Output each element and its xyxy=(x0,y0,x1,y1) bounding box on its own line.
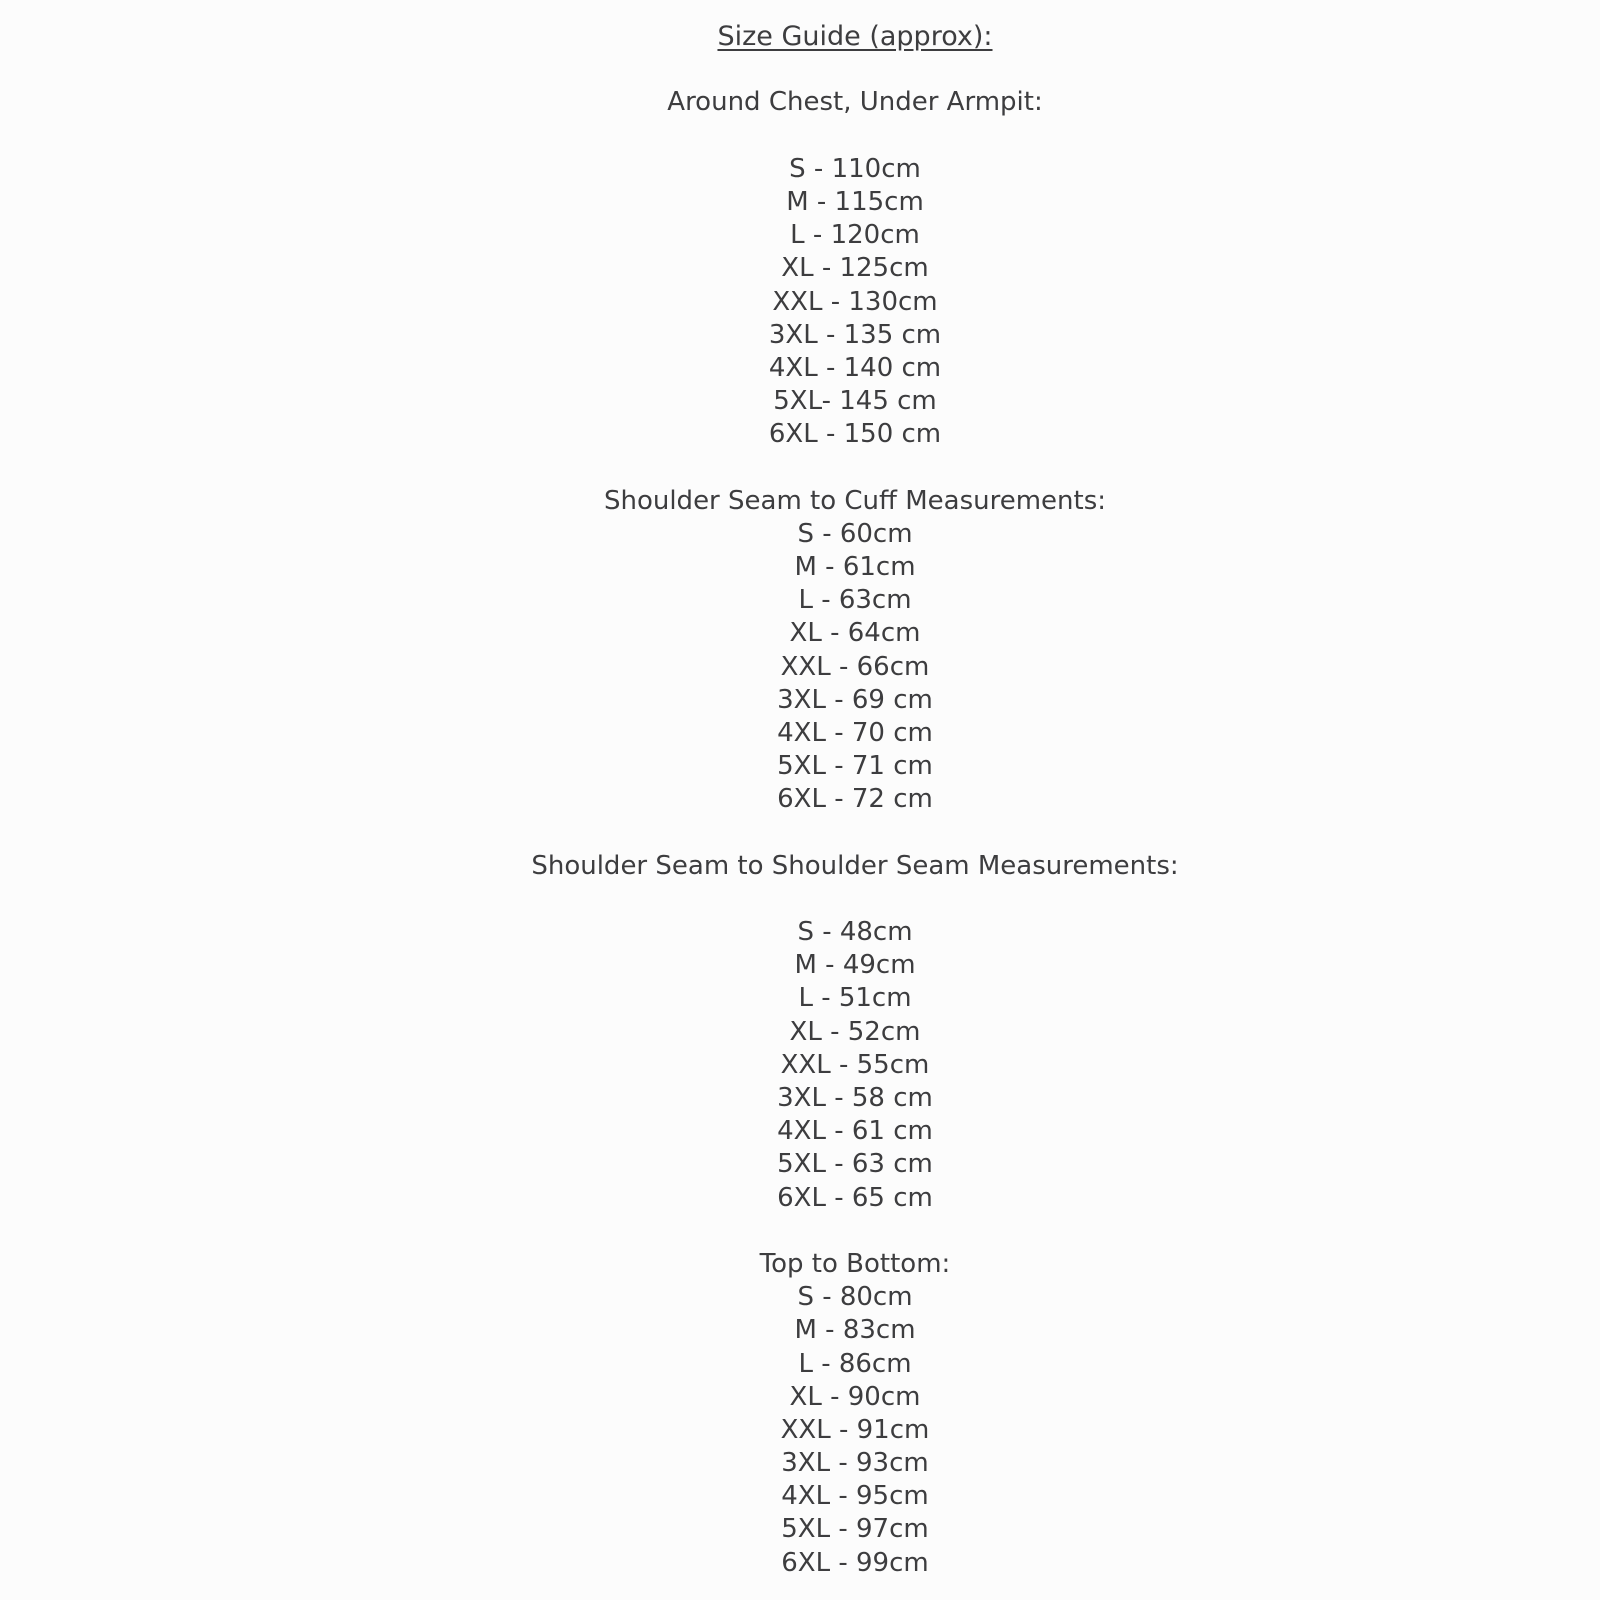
size-row: S - 48cm xyxy=(797,917,913,948)
size-row: S - 80cm xyxy=(797,1282,913,1313)
spacer xyxy=(110,883,1600,916)
section-top-to-bottom xyxy=(110,1248,1600,1580)
section-shoulder-to-shoulder xyxy=(110,850,1600,1215)
section-shoulder-to-cuff xyxy=(110,485,1600,817)
size-row: M - 83cm xyxy=(794,1315,916,1346)
size-row: XL - 90cm xyxy=(789,1381,921,1412)
size-row: M - 61cm xyxy=(794,552,916,582)
page-title: Size Guide (approx): xyxy=(717,21,993,52)
section-heading-top-to-bottom: Top to Bottom: xyxy=(759,1248,951,1279)
size-row: XXL - 91cm xyxy=(780,1414,930,1445)
size-row: 3XL - 58 cm xyxy=(777,1083,933,1113)
size-row: 6XL - 150 cm xyxy=(768,419,942,450)
size-row: 5XL- 145 cm xyxy=(773,386,937,417)
size-row: XXL - 55cm xyxy=(780,1049,930,1080)
size-row: XXL - 130cm xyxy=(772,286,938,317)
size-row: 3XL - 69 cm xyxy=(777,684,933,715)
size-row: 3XL - 93cm xyxy=(781,1448,929,1479)
size-row: L - 51cm xyxy=(798,983,912,1014)
spacer xyxy=(110,1215,1600,1248)
size-row: L - 86cm xyxy=(798,1348,912,1379)
size-row: 4XL - 61 cm xyxy=(777,1116,933,1147)
spacer xyxy=(110,451,1600,484)
size-row: S - 60cm xyxy=(797,518,913,549)
section-heading-shoulder-to-shoulder: Shoulder Seam to Shoulder Seam Measurements: xyxy=(531,850,1179,881)
size-row: M - 49cm xyxy=(794,950,916,981)
size-row: 5XL - 97cm xyxy=(781,1514,929,1545)
size-row: L - 63cm xyxy=(798,585,912,616)
size-row: 6XL - 99cm xyxy=(781,1547,929,1578)
size-row: 4XL - 140 cm xyxy=(768,352,942,383)
spacer xyxy=(110,120,1600,153)
size-row: 4XL - 95cm xyxy=(781,1481,929,1512)
size-row: L - 120cm xyxy=(790,220,920,251)
size-row: S - 110cm xyxy=(789,153,921,184)
size-guide-content xyxy=(110,20,1600,1580)
size-row: 5XL - 63 cm xyxy=(777,1149,933,1180)
section-heading-shoulder-to-cuff: Shoulder Seam to Cuff Measurements: xyxy=(603,485,1107,516)
size-row: XXL - 66cm xyxy=(780,651,930,682)
size-row: 5XL - 71 cm xyxy=(777,751,933,782)
size-row: 4XL - 70 cm xyxy=(777,717,933,748)
size-row: XL - 64cm xyxy=(789,618,921,649)
size-row: 6XL - 65 cm xyxy=(777,1182,933,1213)
section-heading-around-chest: Around Chest, Under Armpit: xyxy=(667,87,1043,118)
section-around-chest xyxy=(110,86,1600,451)
size-row: XL - 52cm xyxy=(789,1016,921,1047)
size-row: 6XL - 72 cm xyxy=(777,784,933,815)
spacer xyxy=(110,53,1600,86)
size-row: 3XL - 135 cm xyxy=(768,319,942,350)
size-row: XL - 125cm xyxy=(781,253,929,284)
spacer xyxy=(110,817,1600,850)
size-row: M - 115cm xyxy=(786,186,924,217)
